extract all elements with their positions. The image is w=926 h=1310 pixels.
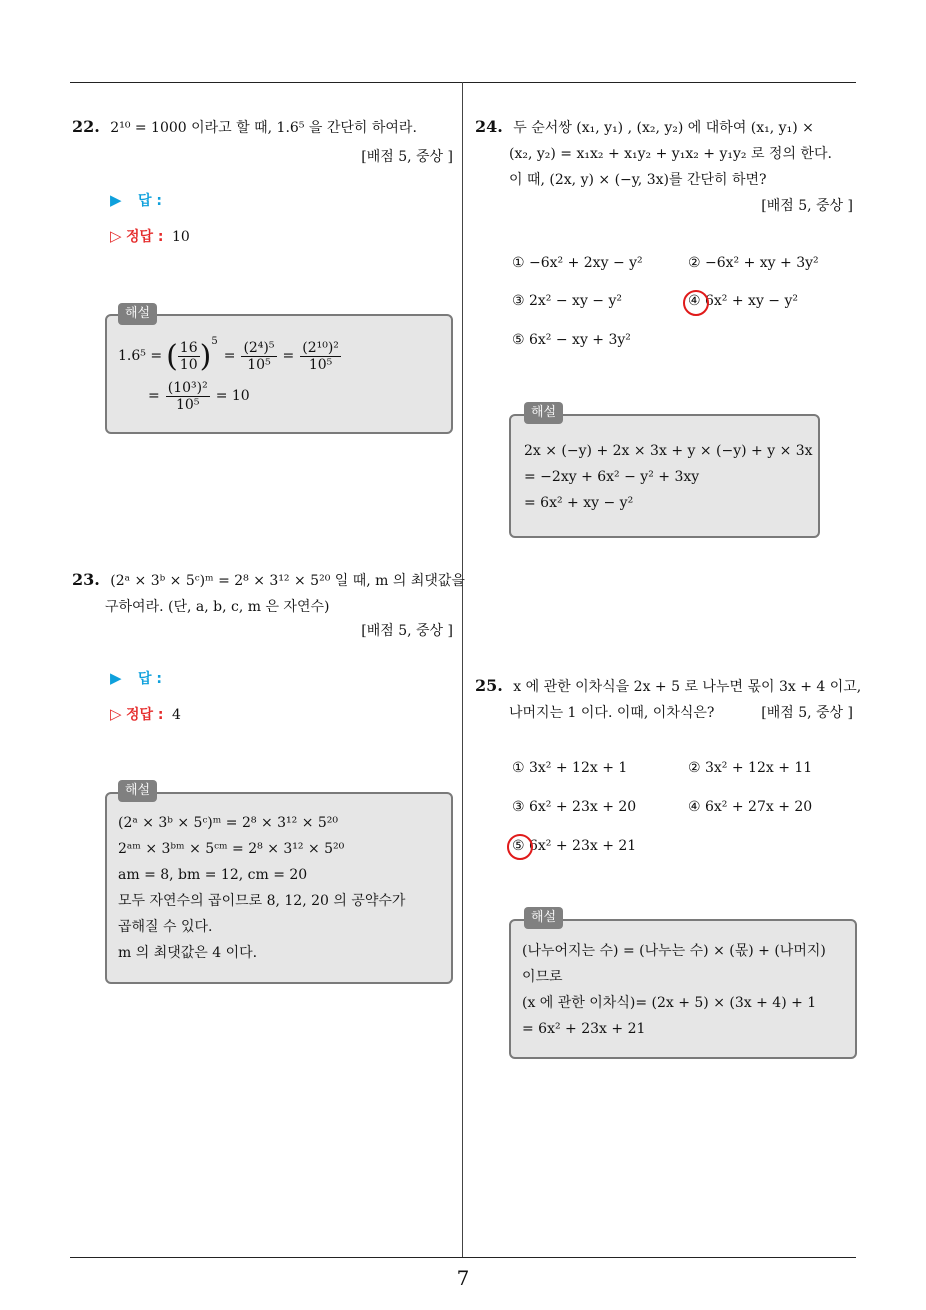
- solution-tag: 해설: [118, 780, 157, 802]
- solution-tag: 해설: [524, 402, 563, 424]
- fraction: [300, 340, 341, 373]
- choice-3[interactable]: ③ 2x² − xy − y²: [512, 293, 623, 309]
- choice-2[interactable]: ② 3x² + 12x + 11: [688, 760, 813, 776]
- answer-row: [110, 190, 162, 210]
- column-divider: [462, 82, 463, 1258]
- solution-line: m 의 최댓값은 4 이다.: [118, 945, 258, 961]
- result: = 10: [215, 388, 250, 404]
- solution-line: = −2xy + 6x² − y² + 3xy: [524, 469, 700, 485]
- correct-value: 4: [171, 707, 181, 723]
- equals: =: [223, 348, 236, 364]
- numerator: (2⁴)⁵: [243, 339, 275, 356]
- right-paren: ): [199, 338, 212, 374]
- solution-line: 2ᵃᵐ × 3ᵇᵐ × 5ᶜᵐ = 2⁸ × 3¹² × 5²⁰: [118, 841, 345, 857]
- denominator: 10⁵: [176, 396, 200, 413]
- question-number: 23.: [72, 570, 100, 589]
- choice-2[interactable]: ② −6x² + xy + 3y²: [688, 255, 819, 271]
- correct-answer-row: [110, 226, 190, 246]
- fraction: [166, 380, 210, 413]
- numerator: 16: [179, 339, 198, 356]
- correct-value: 10: [171, 229, 190, 245]
- question-text-line2: (x₂, y₂) = x₁x₂ + x₁y₂ + y₁x₂ + y₁y₂ 로 정의 한다.: [509, 146, 832, 162]
- correct-answer-row: [110, 704, 181, 724]
- solution-line: 이므로: [522, 969, 563, 985]
- points-label: [배점 5, 중상 ]: [761, 705, 853, 721]
- choice-3[interactable]: ③ 6x² + 23x + 20: [512, 799, 637, 815]
- question-text-line1: x 에 관한 이차식을 2x + 5 로 나누면 몫이 3x + 4 이고,: [513, 679, 862, 695]
- points-label: [배점 5, 중상 ]: [361, 149, 453, 165]
- solution-line: 곱해질 수 있다.: [118, 919, 213, 935]
- choice-1[interactable]: ① 3x² + 12x + 1: [512, 760, 628, 776]
- top-rule: [70, 82, 856, 83]
- exponent: 5: [211, 336, 218, 347]
- play-triangle-icon: ▶: [110, 669, 122, 687]
- selected-answer-circle-icon: [683, 290, 709, 316]
- question-number: 25.: [475, 676, 503, 695]
- question-24: [475, 113, 814, 142]
- choice-1[interactable]: ① −6x² + 2xy − y²: [512, 255, 643, 271]
- outline-triangle-icon: ▷: [110, 227, 122, 245]
- solution-line: (x 에 관한 이차식)= (2x + 5) × (3x + 4) + 1: [522, 995, 817, 1011]
- choice-4[interactable]: ④ 6x² + xy − y²: [688, 293, 799, 309]
- points-label: [배점 5, 중상 ]: [761, 198, 853, 214]
- equals: =: [148, 388, 160, 404]
- selected-answer-circle-icon: [507, 834, 533, 860]
- equals: =: [282, 348, 295, 364]
- answer-label: 답 :: [138, 671, 162, 687]
- question-number: 24.: [475, 117, 503, 136]
- denominator: 10: [179, 356, 198, 373]
- answer-row: [110, 668, 162, 688]
- denominator: 10⁵: [308, 356, 333, 373]
- left-paren: (: [166, 338, 178, 374]
- fraction: [178, 340, 200, 373]
- question-25: [475, 672, 861, 701]
- solution-line: am = 8, bm = 12, cm = 20: [118, 867, 308, 883]
- points-label: [배점 5, 중상 ]: [361, 623, 453, 639]
- question-22: [72, 113, 417, 142]
- page-number: 7: [456, 1266, 470, 1290]
- fraction: [241, 340, 276, 373]
- solution-tag: 해설: [524, 907, 563, 929]
- question-23: [72, 566, 465, 595]
- question-number: 22.: [72, 117, 100, 136]
- play-triangle-icon: ▶: [110, 191, 122, 209]
- solution-line: = 6x² + xy − y²: [524, 495, 634, 511]
- question-text-line1: (2ᵃ × 3ᵇ × 5ᶜ)ᵐ = 2⁸ × 3¹² × 5²⁰ 일 때, m 의 최댓값을: [110, 573, 465, 589]
- solution-line: 2x × (−y) + 2x × 3x + y × (−y) + y × 3x: [524, 443, 813, 459]
- question-text-line3: 이 때, (2x, y) × (−y, 3x)를 간단히 하면?: [509, 172, 767, 188]
- correct-label: 정답 :: [126, 229, 164, 245]
- solution-line: = 6x² + 23x + 21: [522, 1021, 646, 1037]
- solution-line: 모두 자연수의 곱이므로 8, 12, 20 의 공약수가: [118, 893, 406, 909]
- numerator: (10³)²: [167, 379, 208, 396]
- choice-5[interactable]: ⑤ 6x² + 23x + 21: [512, 838, 637, 854]
- sol-lhs: 1.6⁵ =: [118, 348, 163, 364]
- denominator: 10⁵: [247, 356, 271, 373]
- solution-line: (2ᵃ × 3ᵇ × 5ᶜ)ᵐ = 2⁸ × 3¹² × 5²⁰: [118, 815, 339, 831]
- numerator: (2¹⁰)²: [302, 339, 339, 356]
- solution-lines: [524, 438, 813, 516]
- solution-lines: [118, 810, 405, 966]
- question-text-line1: 두 순서쌍 (x₁, y₁) , (x₂, y₂) 에 대하여 (x₁, y₁) ×: [513, 120, 814, 136]
- correct-label: 정답 :: [126, 707, 164, 723]
- solution-line: (나누어지는 수) = (나누는 수) × (몫) + (나머지): [522, 943, 826, 959]
- question-text-line2: 구하여라. (단, a, b, c, m 은 자연수): [105, 599, 330, 615]
- bottom-rule: [70, 1257, 856, 1258]
- question-text: 2¹⁰ = 1000 이라고 할 때, 1.6⁵ 을 간단히 하여라.: [110, 120, 417, 136]
- answer-label: 답 :: [138, 193, 162, 209]
- solution-tag: 해설: [118, 303, 157, 325]
- question-text-line2: 나머지는 1 이다. 이때, 이차식은?: [509, 705, 715, 721]
- solution-lines: [522, 938, 826, 1042]
- solution-math: [118, 336, 341, 416]
- choice-4[interactable]: ④ 6x² + 27x + 20: [688, 799, 813, 815]
- outline-triangle-icon: ▷: [110, 705, 122, 723]
- choice-5[interactable]: ⑤ 6x² − xy + 3y²: [512, 332, 631, 348]
